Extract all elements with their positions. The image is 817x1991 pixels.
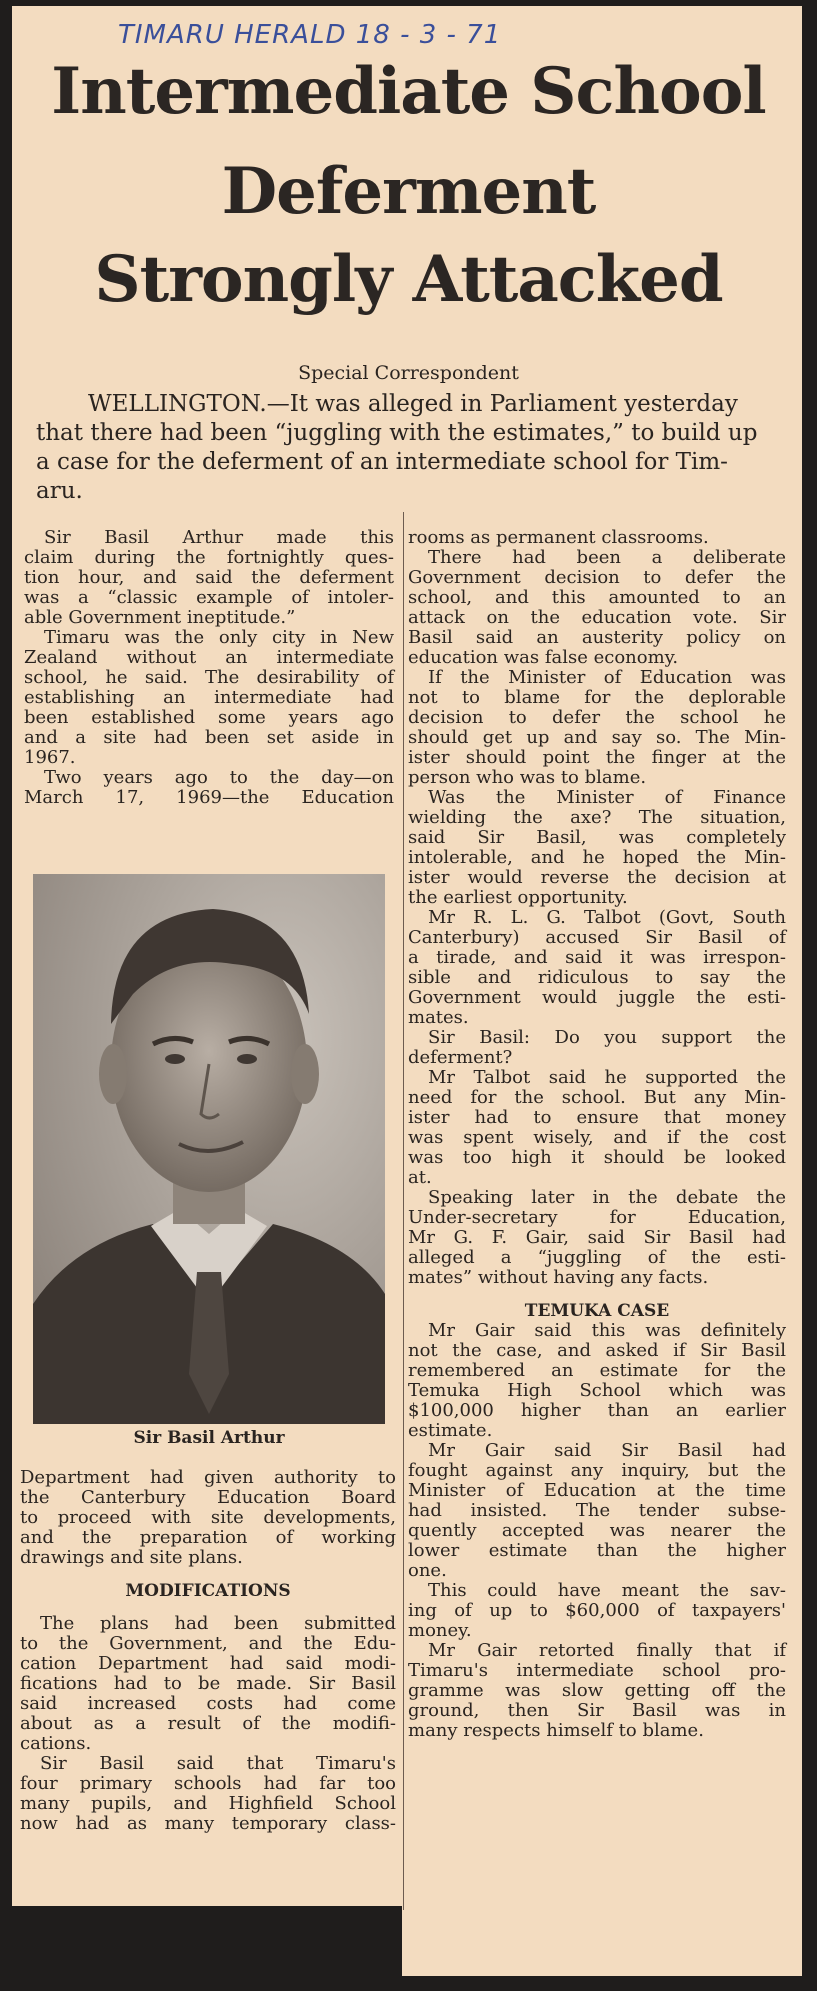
text-line: Mr Gair said this was definitely bbox=[428, 1320, 786, 1341]
text-line: drawings and site plans. bbox=[20, 1547, 243, 1568]
handwritten-source-note: TIMARU HERALD 18 - 3 - 71 bbox=[118, 20, 502, 50]
lede-line: WELLINGTON.—It was alleged in Parliament yesterday bbox=[88, 391, 738, 417]
text-line: to the Government, and the Edu- bbox=[20, 1633, 396, 1654]
text-line: money. bbox=[408, 1620, 472, 1641]
text-line: not to blame for the deplorable bbox=[408, 687, 786, 708]
text-line: Mr Gair retorted finally that if bbox=[428, 1640, 786, 1661]
text-line: said increased costs had come bbox=[20, 1693, 396, 1714]
text-line: establishing an intermediate had bbox=[24, 687, 394, 708]
text-line: attack on the education vote. Sir bbox=[408, 607, 786, 628]
headline-line-3: Strongly Attacked bbox=[94, 242, 723, 317]
text-line: gramme was slow getting off the bbox=[408, 1680, 786, 1701]
text-line: Mr G. F. Gair, said Sir Basil had bbox=[408, 1227, 786, 1248]
text-line: If the Minister of Education was bbox=[428, 667, 786, 688]
text-line: Temuka High School which was bbox=[408, 1380, 786, 1401]
text-line: many respects himself to blame. bbox=[408, 1720, 704, 1741]
text-line: Canterbury) accused Sir Basil of bbox=[408, 927, 786, 948]
text-line: said Sir Basil, was completely bbox=[408, 827, 786, 848]
text-line: ister had to ensure that money bbox=[408, 1107, 786, 1128]
text-line: rooms as permanent classrooms. bbox=[408, 527, 709, 548]
subhead-modifications: MODIFICATIONS bbox=[125, 1581, 291, 1601]
left-column-bottom bbox=[20, 1468, 396, 1834]
text-line: Government decision to defer the bbox=[408, 567, 786, 588]
text-line: quently accepted was nearer the bbox=[408, 1520, 786, 1541]
text-line: one. bbox=[408, 1560, 447, 1581]
text-line: the earliest opportunity. bbox=[408, 887, 628, 908]
text-line: fications had to be made. Sir Basil bbox=[20, 1673, 396, 1694]
text-line: There had been a deliberate bbox=[428, 547, 786, 568]
text-line: at. bbox=[408, 1167, 432, 1188]
headline-line-2: Deferment bbox=[221, 154, 596, 229]
text-line: person who was to blame. bbox=[408, 767, 647, 788]
text-line: mates. bbox=[408, 1007, 469, 1028]
text-line: school, he said. The desirability of bbox=[24, 667, 394, 688]
portrait-photo bbox=[33, 874, 385, 1424]
column-rule bbox=[403, 512, 404, 1910]
portrait-illustration bbox=[33, 874, 385, 1424]
text-line: Mr Talbot said he supported the bbox=[428, 1067, 786, 1088]
text-line: not the case, and asked if Sir Basil bbox=[408, 1340, 786, 1361]
text-line: The plans had been submitted bbox=[40, 1613, 396, 1634]
lede-line: that there had been “juggling with the estimates,” to build up bbox=[36, 420, 758, 446]
text-line: able Government ineptitude.” bbox=[24, 607, 296, 628]
text-line: This could have meant the sav- bbox=[428, 1580, 786, 1601]
text-line: Was the Minister of Finance bbox=[428, 787, 786, 808]
text-line: should get up and say so. The Min- bbox=[408, 727, 786, 748]
text-line: intolerable, and he hoped the Min- bbox=[408, 847, 786, 868]
text-line: lower estimate than the higher bbox=[408, 1540, 786, 1561]
text-line: had insisted. The tender subse- bbox=[408, 1500, 786, 1521]
text-line: Minister of Education at the time bbox=[408, 1480, 786, 1501]
text-line: Department had given authority to bbox=[20, 1467, 396, 1488]
text-line: was spent wisely, and if the cost bbox=[408, 1127, 786, 1148]
text-line: mates” without having any facts. bbox=[408, 1267, 709, 1288]
text-line: fought against any inquiry, but the bbox=[408, 1460, 786, 1481]
text-line: ister should point the finger at the bbox=[408, 747, 786, 768]
lede-paragraph bbox=[36, 390, 796, 506]
text-line: about as a result of the modifi- bbox=[20, 1713, 396, 1734]
text-line: Mr Gair said Sir Basil had bbox=[428, 1440, 786, 1461]
text-line: deferment? bbox=[408, 1047, 513, 1068]
left-column-top bbox=[24, 528, 394, 808]
text-line: was a “classic example of intoler- bbox=[24, 587, 394, 608]
text-line: a tirade, and said it was irrespon- bbox=[408, 947, 786, 968]
text-line: cations. bbox=[20, 1733, 92, 1754]
text-line: ister would reverse the decision at bbox=[408, 867, 786, 888]
text-line: ground, then Sir Basil was in bbox=[408, 1700, 786, 1721]
text-line: now had as many temporary class- bbox=[20, 1813, 396, 1834]
text-line: Sir Basil Arthur made this bbox=[44, 527, 394, 548]
text-line: Basil said an austerity policy on bbox=[408, 627, 786, 648]
text-line: school, and this amounted to an bbox=[408, 587, 786, 608]
text-line: Under-secretary for Education, bbox=[408, 1207, 786, 1228]
text-line: Two years ago to the day—on bbox=[44, 767, 394, 788]
text-line: $100,000 higher than an earlier bbox=[408, 1400, 786, 1421]
text-line: Sir Basil said that Timaru's bbox=[40, 1753, 396, 1774]
text-line: need for the school. But any Min- bbox=[408, 1087, 786, 1108]
text-line: tion hour, and said the deferment bbox=[24, 567, 394, 588]
text-line: was too high it should be looked bbox=[408, 1147, 786, 1168]
text-line: four primary schools had far too bbox=[20, 1773, 396, 1794]
text-line: Mr R. L. G. Talbot (Govt, South bbox=[428, 907, 786, 928]
lede-line: aru. bbox=[36, 478, 83, 504]
subhead-temuka-case: TEMUKA CASE bbox=[524, 1301, 670, 1321]
text-line: decision to defer the school he bbox=[408, 707, 786, 728]
headline-line-1: Intermediate School bbox=[51, 54, 766, 129]
text-line: to proceed with site developments, bbox=[20, 1507, 396, 1528]
text-line: March 17, 1969—the Education bbox=[24, 787, 394, 808]
text-line: cation Department had said modi- bbox=[20, 1653, 396, 1674]
text-line: alleged a “juggling of the esti- bbox=[408, 1247, 786, 1268]
byline: Special Correspondent bbox=[298, 362, 519, 384]
text-line: the Canterbury Education Board bbox=[20, 1487, 396, 1508]
text-line: wielding the axe? The situation, bbox=[408, 807, 786, 828]
text-line: Government would juggle the esti- bbox=[408, 987, 786, 1008]
text-line: claim during the fortnightly ques- bbox=[24, 547, 394, 568]
photo-caption: Sir Basil Arthur bbox=[133, 1428, 285, 1448]
text-line: and a site had been set aside in bbox=[24, 727, 394, 748]
torn-corner bbox=[12, 1906, 402, 1986]
text-line: education was false economy. bbox=[408, 647, 679, 668]
text-line: Timaru's intermediate school pro- bbox=[408, 1660, 786, 1681]
text-line: estimate. bbox=[408, 1420, 493, 1441]
text-line: Timaru was the only city in New bbox=[44, 627, 394, 648]
text-line: Sir Basil: Do you support the bbox=[428, 1027, 786, 1048]
text-line: ing of up to $60,000 of taxpayers' bbox=[408, 1600, 786, 1621]
text-line: 1967. bbox=[24, 747, 76, 768]
text-line: remembered an estimate for the bbox=[408, 1360, 786, 1381]
text-line: Zealand without an intermediate bbox=[24, 647, 394, 668]
text-line: many pupils, and Highfield School bbox=[20, 1793, 396, 1814]
lede-line: a case for the deferment of an intermediate school for Tim- bbox=[36, 449, 728, 475]
text-line: been established some years ago bbox=[24, 707, 394, 728]
text-line: and the preparation of working bbox=[20, 1527, 396, 1548]
right-column bbox=[408, 528, 786, 1741]
text-line: Speaking later in the debate the bbox=[428, 1187, 786, 1208]
text-line: sible and ridiculous to say the bbox=[408, 967, 786, 988]
